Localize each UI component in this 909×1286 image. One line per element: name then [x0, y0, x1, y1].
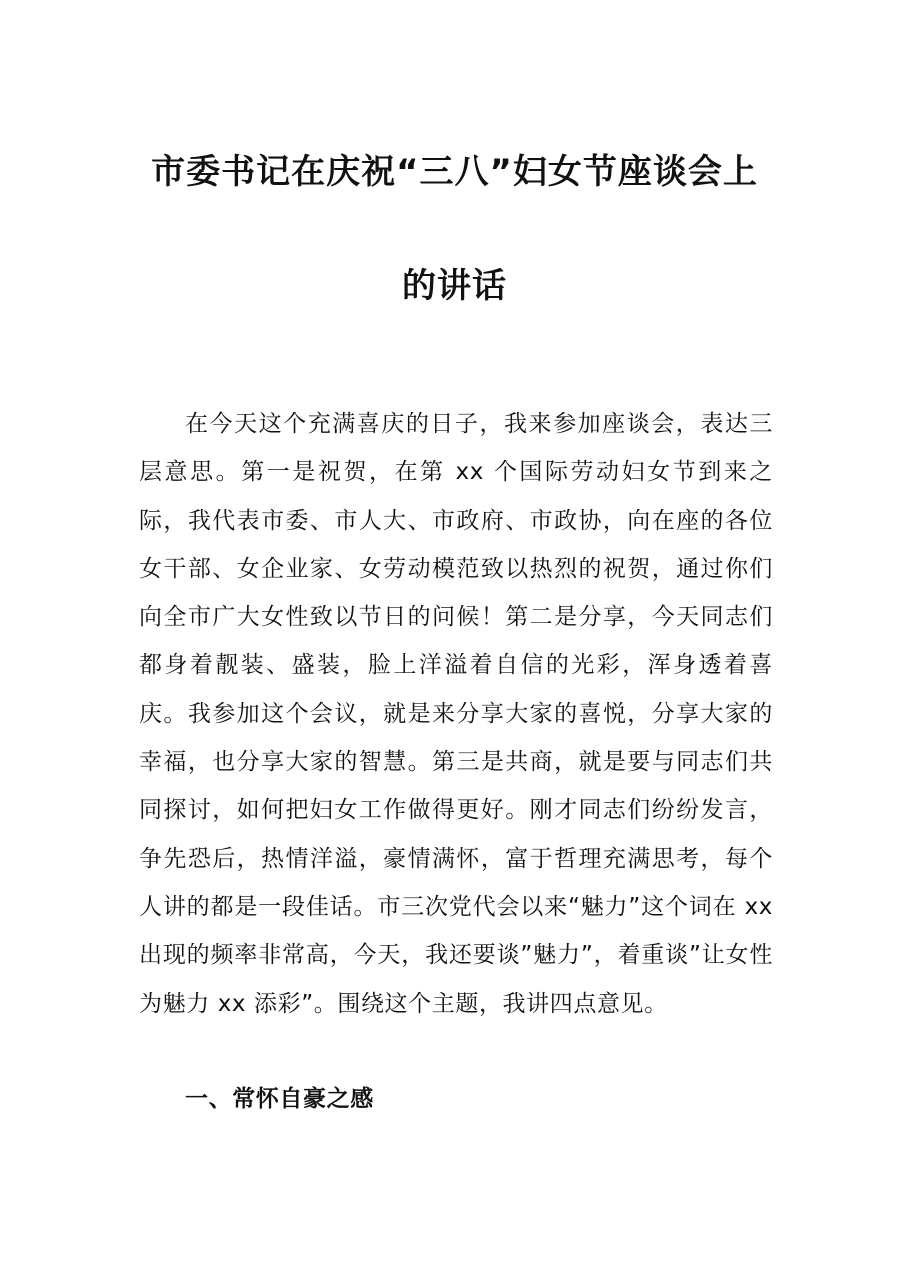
document-title-line-2: 的讲话 [402, 266, 507, 306]
document-title-line-1: 市委书记在庆祝“三八”妇女节座谈会上 [151, 152, 758, 192]
section-heading: 一、常怀自豪之感 [185, 1086, 374, 1112]
body-paragraph: 在今天这个充满喜庆的日子，我来参加座谈会，表达三层意思。第一是祝贺，在第 xx 个国际劳动妇女节到来之际，我代表市委、市人大、市政府、市政协，向在座的各位女干部、女企业家、女劳动模范致以热烈的祝贺，通过你们向全市广大女性致以节日的问候！第二是分享，今天同志们都身着靓装、盛装，脸上洋溢着自信的光彩，浑身透着喜庆。我参加这个会议，就是来分享大家的喜悦，分享大家的幸福，也分享大家的智慧。第三是共商，就是要与同志们共同探讨，如何把妇女工作做得更好。刚才同志们纷纷发言，争先恐后，热情洋溢，豪情满怀，富于哲理充满思考，每个人讲的都是一段佳话。市三次党代会以来“魅力”这个词在 xx 出现的频率非常高，今天，我还要谈”魅力”，着重谈”让女性为魅力 xx 添彩”。围绕这个主题，我讲四点意见。 [139, 411, 773, 1017]
